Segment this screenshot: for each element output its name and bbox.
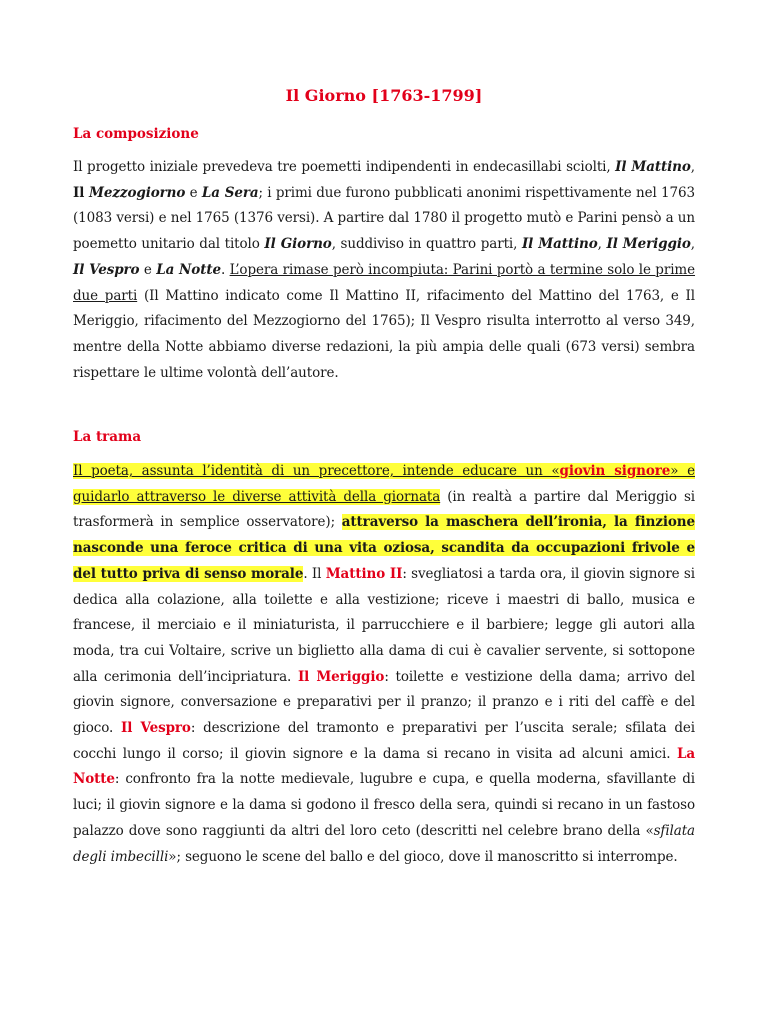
paragraph-composizione: Il progetto iniziale prevedeva tre poemetti indipendenti in endecasillabi sciolti, Il Mattino, Il Mezzogiorno e La Sera; i primi due furono pubblicati anonimi rispettivamente nel 1763 (1083 versi) e nel 1765 (1376 versi). A partire dal 1780 il progetto mutò e Parini pensò a un poemetto unitario dal titolo Il Giorno, suddiviso in quattro parti, Il Mattino, Il Meriggio, Il Vespro e La Notte. L’opera rimase però incompiuta: Parini portò a termine solo le prime due parti (Il Mattino indicato come Il Mattino II, rifacimento del Mattino del 1763, e Il Meriggio, rifacimento del Mezzogiorno del 1765); Il Vespro risulta interrotto al verso 349, mentre della Notte abbiamo diverse redazioni, la più ampia delle quali (673 versi) sembra rispettare le ultime volontà dell’autore. <box>73 159 696 381</box>
paragraph-trama: Il poeta, assunta l’identità di un precettore, intende educare un «giovin signore» e guidarlo attraverso le diverse attività della giornata (in realtà a partire dal Meriggio si trasformerà in semplice osservatore); attraverso la maschera dell’ironia, la finzione nasconde una feroce critica di una vita oziosa, scandita da occupazioni frivole e del tutto priva di senso morale. Il Mattino II: svegliatosi a tarda ora, il giovin signore si dedica alla colazione, alla toilette e alla vestizione; riceve i maestri di ballo, musica e francese, il merciaio e il miniaturista, il parrucchiere e il barbiere; legge gli autori alla moda, tra cui Voltaire, scrive un biglietto alla dama di cui è cavalier servente, si sottopone alla cerimonia dell’incipriatura. Il Meriggio: toilette e vestizione della dama; arrivo del giovin signore, conversazione e preparativi per il pranzo; il pranzo e i riti del caffè e del gioco. Il Vespro: descrizione del tramonto e preparativi per l’uscita serale; sfilata dei cocchi lungo il corso; il giovin signore e la dama si recano in visita ad alcuni amici. La Notte: confronto fra la notte medievale, lugubre e cupa, e quella moderna, sfavillante di luci; il giovin signore e la dama si godono il fresco della sera, quindi si recano in un fastoso palazzo dove sono raggiunti da altri del loro ceto (descritti nel celebre brano della «sfilata degli imbecilli»; seguono le scene del ballo e del gioco, dove il manoscritto si interrompe. <box>73 463 696 865</box>
section-heading-composizione: La composizione <box>73 126 199 142</box>
highlighted-passage-2: attraverso la maschera dell’ironia, la finzione nasconde una feroce critica di una vita oziosa, scandita da occupazioni frivole e del tutto priva di senso morale <box>73 514 695 582</box>
section-heading-trama: La trama <box>73 429 142 445</box>
highlighted-passage-1: Il poeta, assunta l’identità di un precettore, intende educare un «giovin signore» e guidarlo attraverso le diverse attività della giornata <box>73 463 695 505</box>
underlined-passage: L’opera rimase però incompiuta: Parini portò a termine solo le prime due parti <box>73 261 696 304</box>
work-title-mattino: Il Mattino <box>615 159 691 175</box>
page-title: Il Giorno [1763-1799] <box>285 86 483 105</box>
